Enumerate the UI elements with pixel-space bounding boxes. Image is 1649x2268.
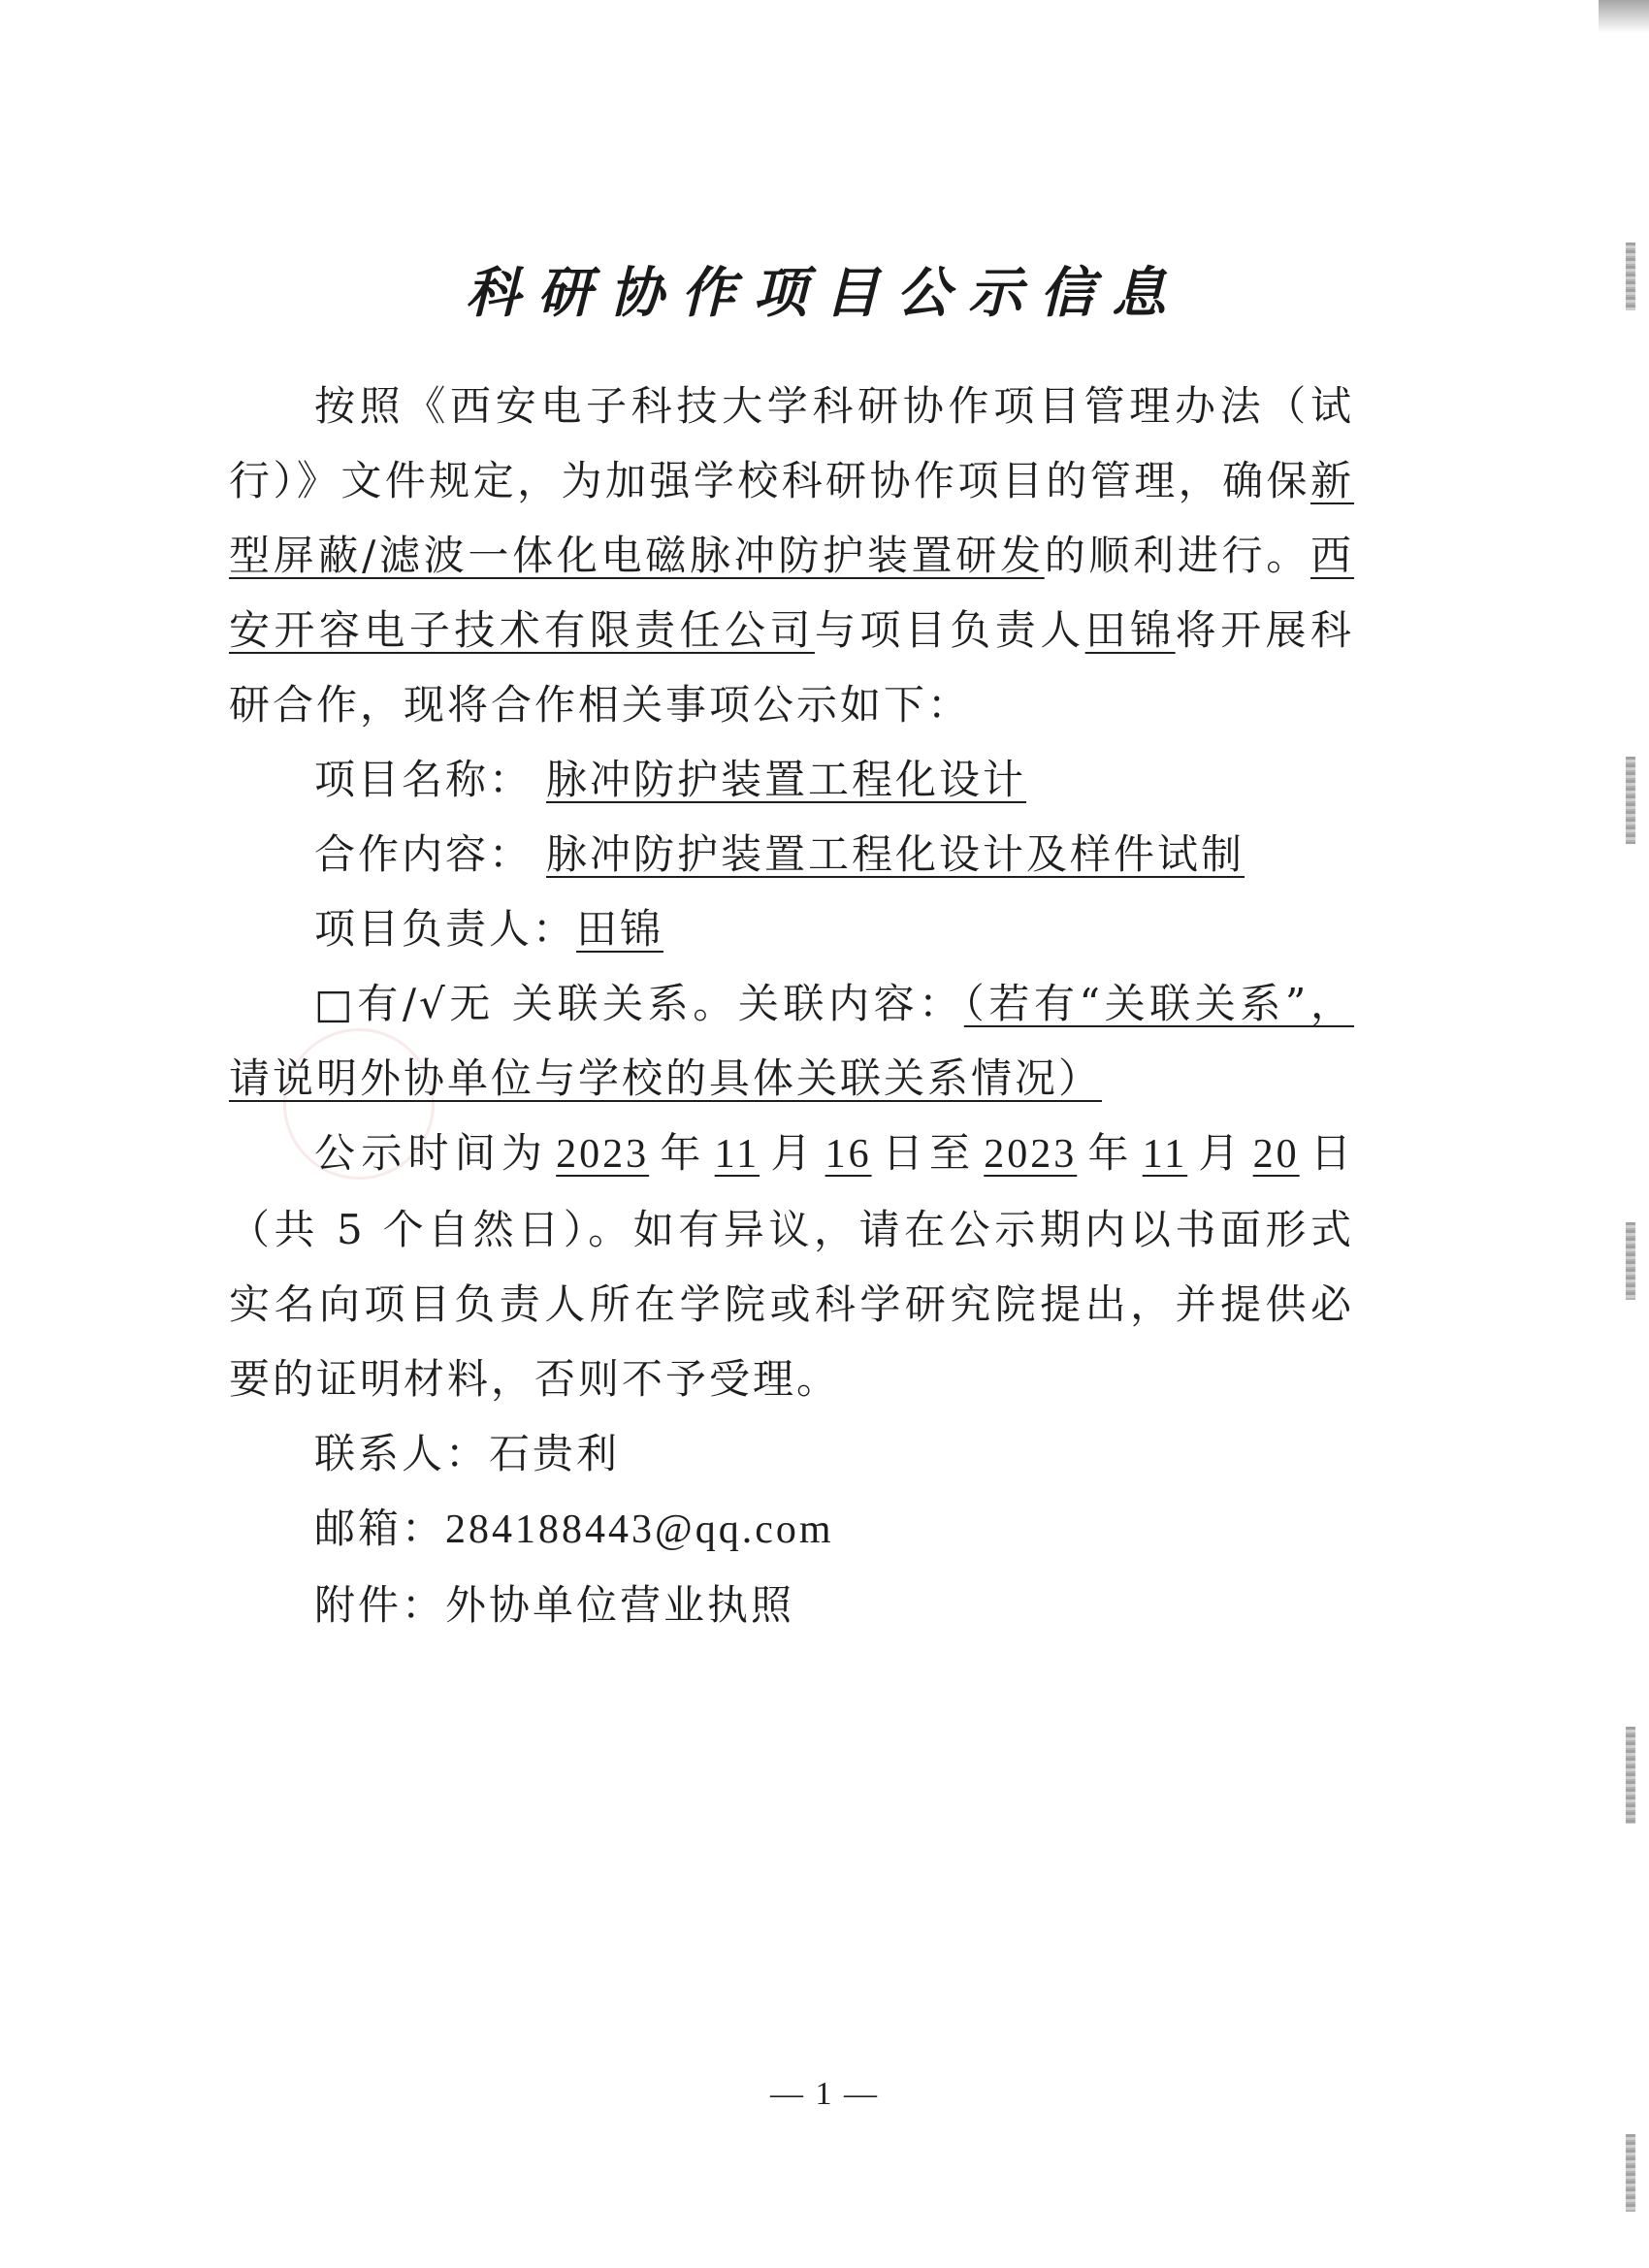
scan-artifact bbox=[1626, 1727, 1635, 1824]
relation-paragraph bbox=[229, 966, 1354, 1116]
intro-text: 将开展科研合作，现将合作相关事项公示如下： bbox=[229, 606, 1354, 729]
period-rest-text: （共 5 个自然日）。如有异议，请在公示期内以书面形式实名向项目负责人所在学院或科学研究院提出，并提供必要的证明材料，否则不予受理。 bbox=[229, 1206, 1354, 1403]
project-topic: 新型屏蔽/滤波一体化电磁脉冲防护装置研发 bbox=[229, 457, 1354, 579]
intro-text: 按照《西安电子科技大学科研协作项目管理办法（试行）》文件规定，为加强学校科研协作项目的管理，确保 bbox=[229, 382, 1354, 504]
year-char: 年 bbox=[1084, 1129, 1135, 1177]
scan-edge-shadow bbox=[1599, 0, 1649, 33]
contact-person-row bbox=[229, 1416, 1354, 1491]
relation-checkbox-text: □有/√无 关联关系。关联内容： bbox=[314, 980, 964, 1027]
to-char: 至 bbox=[929, 1129, 977, 1177]
end-day: 20 bbox=[1252, 1132, 1300, 1177]
page-number: — 1 — bbox=[770, 2076, 879, 2112]
field-label: 项目名称： bbox=[314, 756, 534, 803]
scan-artifact bbox=[1626, 757, 1635, 844]
intro-paragraph bbox=[229, 369, 1354, 742]
field-label: 邮箱： bbox=[314, 1505, 446, 1552]
relation-content: （若有“关联关系”，请说明外协单位与学校的具体关联关系情况） bbox=[229, 980, 1354, 1102]
document-title: 科研协作项目公示信息 bbox=[466, 261, 1183, 325]
intro-text: 与项目负责人 bbox=[814, 606, 1085, 654]
attachment-value: 外协单位营业执照 bbox=[445, 1581, 795, 1629]
field-label: 联系人： bbox=[314, 1430, 490, 1477]
month-char: 月 bbox=[767, 1129, 818, 1177]
day-char: 日 bbox=[879, 1129, 930, 1177]
leader-name: 田锦 bbox=[1084, 606, 1176, 654]
field-label: 附件： bbox=[314, 1581, 446, 1629]
month-char: 月 bbox=[1195, 1129, 1245, 1177]
document-body bbox=[229, 369, 1354, 1642]
intro-text: 的顺利进行。 bbox=[1044, 532, 1310, 579]
project-leader-row bbox=[229, 891, 1354, 966]
period-label: 公示时间为 bbox=[314, 1129, 549, 1177]
end-year: 2023 bbox=[984, 1132, 1078, 1177]
field-label: 项目负责人： bbox=[314, 905, 577, 953]
cooperation-content-value: 脉冲防护装置工程化设计及样件试制 bbox=[546, 830, 1245, 878]
project-name-value: 脉冲防护装置工程化设计 bbox=[546, 756, 1027, 803]
field-label: 合作内容： bbox=[314, 830, 534, 878]
contact-person-value: 石贵利 bbox=[489, 1430, 621, 1477]
scan-artifact bbox=[1626, 1222, 1635, 1300]
publicity-period-paragraph bbox=[229, 1116, 1354, 1416]
start-day: 16 bbox=[824, 1132, 872, 1177]
cooperation-content-row bbox=[229, 817, 1354, 891]
start-month: 11 bbox=[714, 1132, 760, 1177]
end-month: 11 bbox=[1142, 1132, 1188, 1177]
project-leader-value: 田锦 bbox=[576, 905, 664, 953]
scan-artifact bbox=[1626, 2134, 1635, 2212]
partner-company: 西安开容电子技术有限责任公司 bbox=[229, 532, 1354, 654]
attachment-row bbox=[229, 1568, 1354, 1642]
start-year: 2023 bbox=[556, 1132, 650, 1177]
day-char: 日 bbox=[1307, 1129, 1354, 1177]
year-char: 年 bbox=[657, 1129, 707, 1177]
project-name-row bbox=[229, 742, 1354, 817]
email-value: 284188443@qq.com bbox=[445, 1507, 834, 1552]
email-row bbox=[229, 1491, 1354, 1568]
